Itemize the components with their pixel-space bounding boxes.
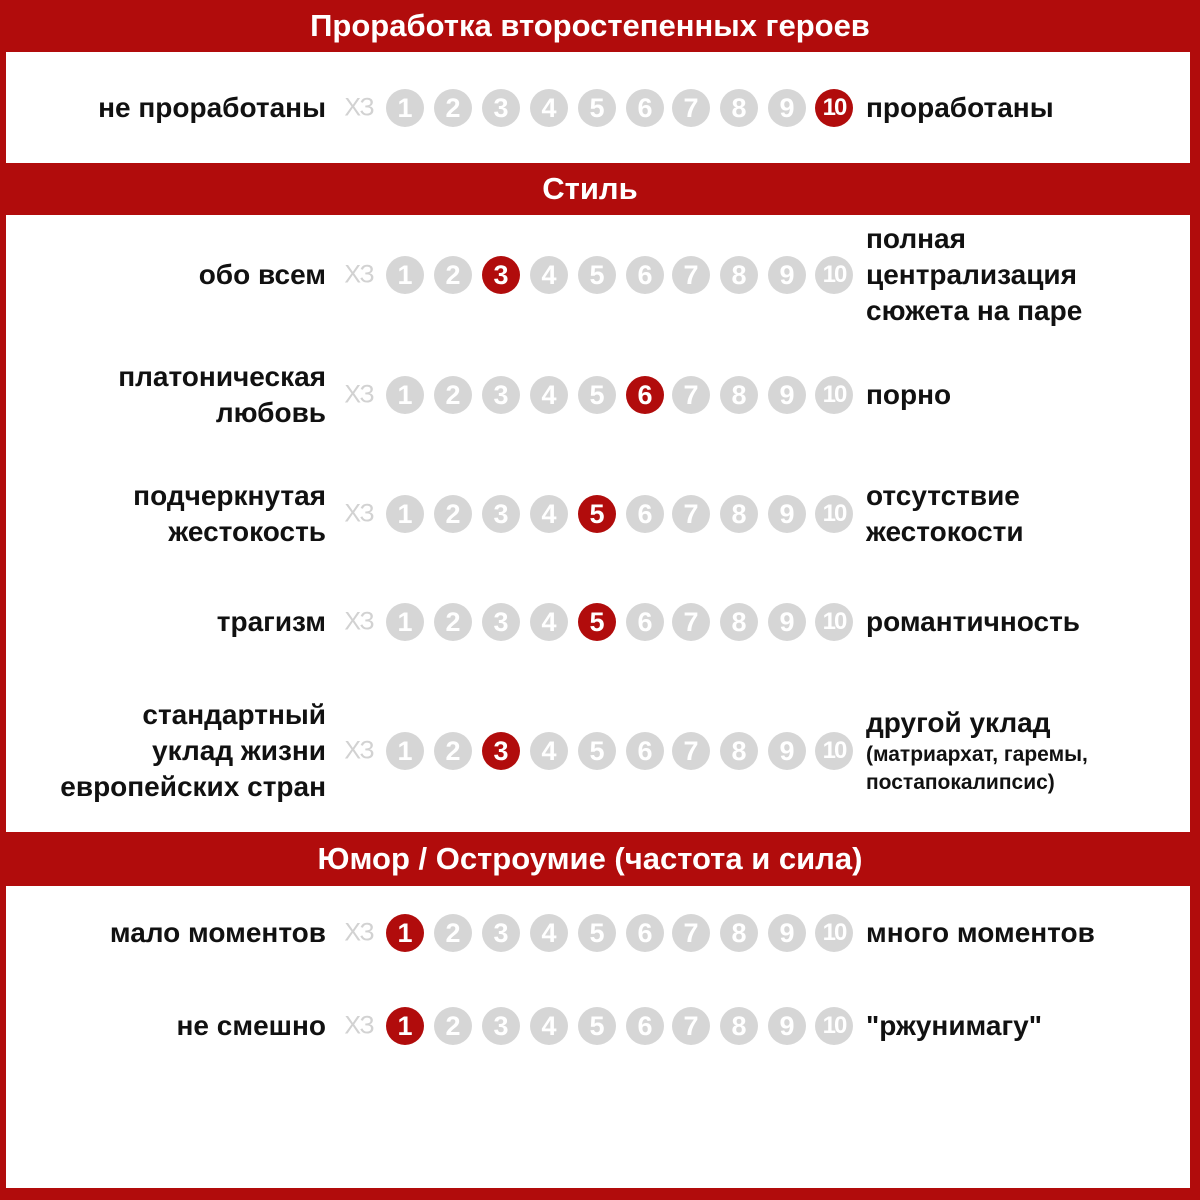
rating-circle-selected[interactable]: 10 bbox=[815, 89, 853, 127]
left-pole-label: не проработаны bbox=[98, 92, 326, 123]
right-pole-label: "ржунимагу" bbox=[866, 1010, 1042, 1041]
rating-circle[interactable]: 7 bbox=[672, 376, 710, 414]
rating-circle[interactable]: 1 bbox=[386, 732, 424, 770]
rating-circle[interactable]: 7 bbox=[672, 256, 710, 294]
left-pole-label: платоническая любовь bbox=[118, 361, 326, 428]
rating-circle-selected[interactable]: 3 bbox=[482, 732, 520, 770]
rating-circle[interactable]: 9 bbox=[768, 256, 806, 294]
unknown-option[interactable]: ХЗ bbox=[344, 93, 374, 122]
rating-circle[interactable]: 9 bbox=[768, 732, 806, 770]
right-pole-label: другой уклад (матриархат, гаремы, постапокалипсис) bbox=[866, 705, 1088, 797]
rating-circle[interactable]: 5 bbox=[578, 914, 616, 952]
rating-circle-selected[interactable]: 6 bbox=[626, 376, 664, 414]
rating-circle[interactable]: 5 bbox=[578, 1007, 616, 1045]
rating-circle[interactable]: 2 bbox=[434, 603, 472, 641]
rating-circle[interactable]: 10 bbox=[815, 256, 853, 294]
rating-circle[interactable]: 9 bbox=[768, 603, 806, 641]
rating-circle[interactable]: 8 bbox=[720, 495, 758, 533]
right-pole-note: (матриархат, гаремы, bbox=[866, 743, 1088, 766]
right-pole-note: постапокалипсис) bbox=[866, 771, 1055, 794]
rating-circle[interactable]: 4 bbox=[530, 914, 568, 952]
rating-circle[interactable]: 2 bbox=[434, 376, 472, 414]
rating-circle[interactable]: 8 bbox=[720, 1007, 758, 1045]
unknown-option[interactable]: ХЗ bbox=[344, 918, 374, 947]
rating-circle[interactable]: 9 bbox=[768, 914, 806, 952]
section-header bbox=[0, 163, 1200, 215]
rating-circle[interactable]: 7 bbox=[672, 1007, 710, 1045]
rating-circle[interactable]: 9 bbox=[768, 376, 806, 414]
rating-circle[interactable]: 2 bbox=[434, 495, 472, 533]
rating-circle[interactable]: 6 bbox=[626, 256, 664, 294]
rating-circle[interactable]: 4 bbox=[530, 732, 568, 770]
rating-circle[interactable]: 2 bbox=[434, 89, 472, 127]
rating-circle[interactable]: 3 bbox=[482, 376, 520, 414]
rating-circle-selected[interactable]: 3 bbox=[482, 256, 520, 294]
rating-circle[interactable]: 2 bbox=[434, 1007, 472, 1045]
rating-circle[interactable]: 6 bbox=[626, 603, 664, 641]
section-header bbox=[0, 832, 1200, 886]
rating-circle-selected[interactable]: 1 bbox=[386, 1007, 424, 1045]
unknown-option[interactable]: ХЗ bbox=[344, 260, 374, 289]
unknown-option[interactable]: ХЗ bbox=[344, 1011, 374, 1040]
unknown-option[interactable]: ХЗ bbox=[344, 736, 374, 765]
rating-circle[interactable]: 10 bbox=[815, 376, 853, 414]
rating-circle[interactable]: 6 bbox=[626, 89, 664, 127]
rating-circle[interactable]: 10 bbox=[815, 1007, 853, 1045]
rating-circle[interactable]: 6 bbox=[626, 495, 664, 533]
rating-circle[interactable]: 4 bbox=[530, 495, 568, 533]
rating-circle[interactable]: 7 bbox=[672, 603, 710, 641]
right-pole-label: романтичность bbox=[866, 606, 1080, 637]
section-header bbox=[0, 0, 1200, 52]
section-title: Проработка второстепенных героев bbox=[310, 8, 870, 43]
rating-circle[interactable]: 1 bbox=[386, 495, 424, 533]
right-pole-label: много моментов bbox=[866, 917, 1095, 948]
unknown-option[interactable]: ХЗ bbox=[344, 380, 374, 409]
rating-circle[interactable]: 10 bbox=[815, 732, 853, 770]
rating-circle[interactable]: 3 bbox=[482, 89, 520, 127]
rating-circle[interactable]: 8 bbox=[720, 914, 758, 952]
rating-circle[interactable]: 3 bbox=[482, 914, 520, 952]
rating-circle[interactable]: 1 bbox=[386, 256, 424, 294]
rating-circle-selected[interactable]: 1 bbox=[386, 914, 424, 952]
rating-circle[interactable]: 8 bbox=[720, 732, 758, 770]
rating-circle[interactable]: 8 bbox=[720, 376, 758, 414]
rating-circle[interactable]: 3 bbox=[482, 495, 520, 533]
rating-circle[interactable]: 9 bbox=[768, 89, 806, 127]
rating-circle[interactable]: 9 bbox=[768, 495, 806, 533]
rating-circle[interactable]: 8 bbox=[720, 603, 758, 641]
rating-circle[interactable]: 4 bbox=[530, 89, 568, 127]
rating-circle[interactable]: 4 bbox=[530, 376, 568, 414]
left-pole-label: трагизм bbox=[216, 606, 326, 637]
rating-circle[interactable]: 6 bbox=[626, 1007, 664, 1045]
right-pole-label: порно bbox=[866, 379, 952, 410]
rating-circle[interactable]: 7 bbox=[672, 914, 710, 952]
left-pole-label: обо всем bbox=[198, 259, 326, 290]
left-pole-label: мало моментов bbox=[109, 917, 326, 948]
rating-circle[interactable]: 5 bbox=[578, 89, 616, 127]
left-pole-label: не смешно bbox=[176, 1010, 326, 1041]
rating-circle[interactable]: 2 bbox=[434, 914, 472, 952]
rating-circle-selected[interactable]: 5 bbox=[578, 603, 616, 641]
rating-circle[interactable]: 3 bbox=[482, 1007, 520, 1045]
rating-circle[interactable]: 5 bbox=[578, 732, 616, 770]
right-pole-label: отсутствие жестокости bbox=[866, 480, 1024, 547]
rating-circle[interactable]: 1 bbox=[386, 89, 424, 127]
rating-circle[interactable]: 4 bbox=[530, 1007, 568, 1045]
rating-circle[interactable]: 10 bbox=[815, 603, 853, 641]
rating-circle[interactable]: 6 bbox=[626, 732, 664, 770]
rating-circle[interactable]: 4 bbox=[530, 603, 568, 641]
section-title: Юмор / Остроумие (частота и сила) bbox=[317, 841, 863, 876]
rating-circle[interactable]: 2 bbox=[434, 256, 472, 294]
rating-circle[interactable]: 8 bbox=[720, 89, 758, 127]
right-pole-label: проработаны bbox=[866, 92, 1054, 123]
rating-circle[interactable]: 10 bbox=[815, 914, 853, 952]
rating-circle[interactable]: 1 bbox=[386, 376, 424, 414]
rating-circle[interactable]: 8 bbox=[720, 256, 758, 294]
left-pole-label: стандартный уклад жизни европейских стран bbox=[60, 699, 326, 802]
rating-circle[interactable]: 3 bbox=[482, 603, 520, 641]
rating-circle[interactable]: 5 bbox=[578, 256, 616, 294]
rating-circle[interactable]: 2 bbox=[434, 732, 472, 770]
rating-circle[interactable]: 4 bbox=[530, 256, 568, 294]
rating-circle[interactable]: 1 bbox=[386, 603, 424, 641]
rating-circle[interactable]: 7 bbox=[672, 732, 710, 770]
rating-circle[interactable]: 10 bbox=[815, 495, 853, 533]
rating-circle[interactable]: 7 bbox=[672, 495, 710, 533]
unknown-option[interactable]: ХЗ bbox=[344, 499, 374, 528]
rating-circle[interactable]: 6 bbox=[626, 914, 664, 952]
right-pole-label: полная централизация сюжета на паре bbox=[866, 223, 1083, 326]
rating-circle[interactable]: 7 bbox=[672, 89, 710, 127]
section-title: Стиль bbox=[542, 171, 638, 206]
rating-circle-selected[interactable]: 5 bbox=[578, 495, 616, 533]
rating-circle[interactable]: 5 bbox=[578, 376, 616, 414]
left-pole-label: подчеркнутая жестокость bbox=[133, 480, 326, 547]
rating-circle[interactable]: 9 bbox=[768, 1007, 806, 1045]
unknown-option[interactable]: ХЗ bbox=[344, 607, 374, 636]
